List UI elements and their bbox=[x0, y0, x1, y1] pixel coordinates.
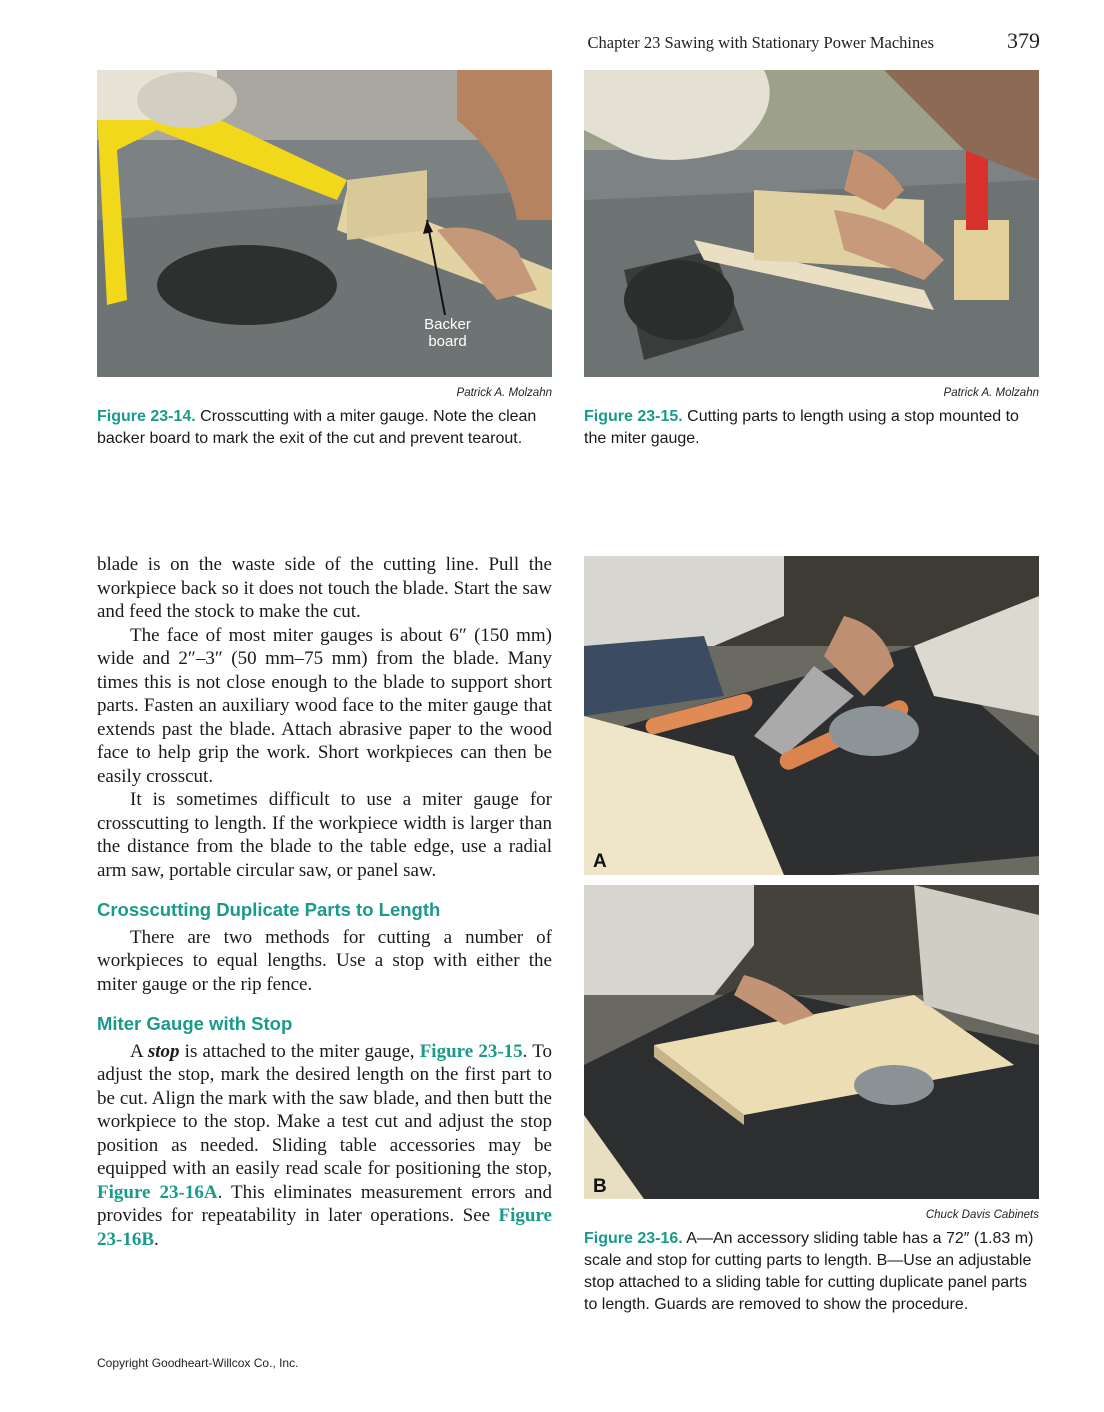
stop-on-miter-gauge-illustration bbox=[584, 70, 1039, 377]
page-number: 379 bbox=[1007, 28, 1040, 53]
paragraph: The face of most miter gauges is about 6″ (150 mm) wide and 2″–3″ (50 mm–75 mm) from the blade. Many times this is not close enough to the blade to support short parts. Fasten an auxiliary wood face to the miter gauge that extends past the blade. Attach abrasive paper to the wood face to help grip the work. Short workpieces can then be easily crosscut. bbox=[97, 624, 552, 787]
panel-b-label: B bbox=[593, 1176, 607, 1197]
caption-text: Cutting parts to length using a stop mounted to the miter gauge. bbox=[584, 408, 1019, 447]
figure-23-16a-photo bbox=[584, 556, 1039, 875]
copyright-footer: Copyright Goodheart-Willcox Co., Inc. bbox=[97, 1356, 299, 1370]
figure-label: Figure 23-16. bbox=[584, 1230, 683, 1247]
panel-a-label: A bbox=[593, 851, 607, 872]
callout-line-2: board bbox=[428, 333, 467, 350]
caption-text: A—An accessory sliding table has a 72″ (1.83 m) scale and stop for cutting parts to length. B—Use an adjustable stop attached to a sliding table for cutting duplicate panel parts to length. Guards are removed to show the procedure. bbox=[584, 1230, 1034, 1313]
text-run: . bbox=[154, 1228, 159, 1250]
figure-label: Figure 23-15. bbox=[584, 408, 683, 425]
figure-reference[interactable]: Figure 23-16A bbox=[97, 1181, 218, 1203]
paragraph: It is sometimes difficult to use a miter gauge for crosscutting to length. If the workpiece width is larger than the distance from the blade to the table edge, use a radial arm saw, portable circular saw, or panel saw. bbox=[97, 789, 552, 881]
paragraph: There are two methods for cutting a number of workpieces to equal lengths. Use a stop with either the miter gauge or the rip fence. bbox=[97, 926, 552, 995]
figure-23-15-photo bbox=[584, 70, 1039, 377]
figure-23-16b-photo bbox=[584, 885, 1039, 1199]
callout-line-1: Backer bbox=[424, 316, 471, 333]
figure-23-15-credit: Patrick A. Molzahn bbox=[943, 387, 1039, 399]
caption-text: Crosscutting with a miter gauge. Note the clean backer board to mark the exit of the cut and prevent tearout. bbox=[97, 408, 537, 447]
subsection-heading: Miter Gauge with Stop bbox=[97, 1013, 293, 1034]
paragraph: blade is on the waste side of the cutting line. Pull the workpiece back so it does not touch the blade. Start the saw and feed the stock to make the cut. bbox=[97, 554, 552, 622]
figure-23-16-caption bbox=[584, 1228, 1039, 1316]
figure-23-16-credit: Chuck Davis Cabinets bbox=[925, 1209, 1039, 1221]
body-text-column bbox=[97, 553, 552, 1251]
figure-23-14-caption bbox=[97, 406, 552, 450]
figure-reference[interactable]: Figure 23-16B bbox=[97, 1205, 552, 1250]
figure-23-15-caption bbox=[584, 406, 1039, 450]
text-run: is attached to the miter gauge, bbox=[179, 1040, 420, 1062]
figure-reference[interactable]: Figure 23-15 bbox=[419, 1040, 523, 1062]
section-heading: Crosscutting Duplicate Parts to Length bbox=[97, 899, 441, 920]
text-run: . This eliminates measurement errors and provides for repeatability in later operations. See bbox=[97, 1181, 552, 1226]
backer-board-callout bbox=[405, 316, 490, 350]
text-run: A bbox=[130, 1040, 148, 1062]
chapter-title: Chapter 23 Sawing with Stationary Power Machines bbox=[587, 33, 934, 52]
figure-label: Figure 23-14. bbox=[97, 408, 196, 425]
sliding-table-scale-illustration bbox=[584, 556, 1039, 875]
sliding-table-panel-illustration bbox=[584, 885, 1039, 1199]
paragraph bbox=[97, 1040, 552, 1252]
figure-23-14-credit: Patrick A. Molzahn bbox=[456, 387, 552, 399]
key-term: stop bbox=[147, 1040, 180, 1062]
page-header bbox=[0, 28, 1104, 58]
text-run: . To adjust the stop, mark the desired length on the first part to be cut. Align the mark with the saw blade, and then butt the workpiece to the stop. Make a test cut and adjust the stop position as needed. Sliding table accessories may be equipped with an easily read scale for positioning the stop, bbox=[97, 1040, 552, 1179]
